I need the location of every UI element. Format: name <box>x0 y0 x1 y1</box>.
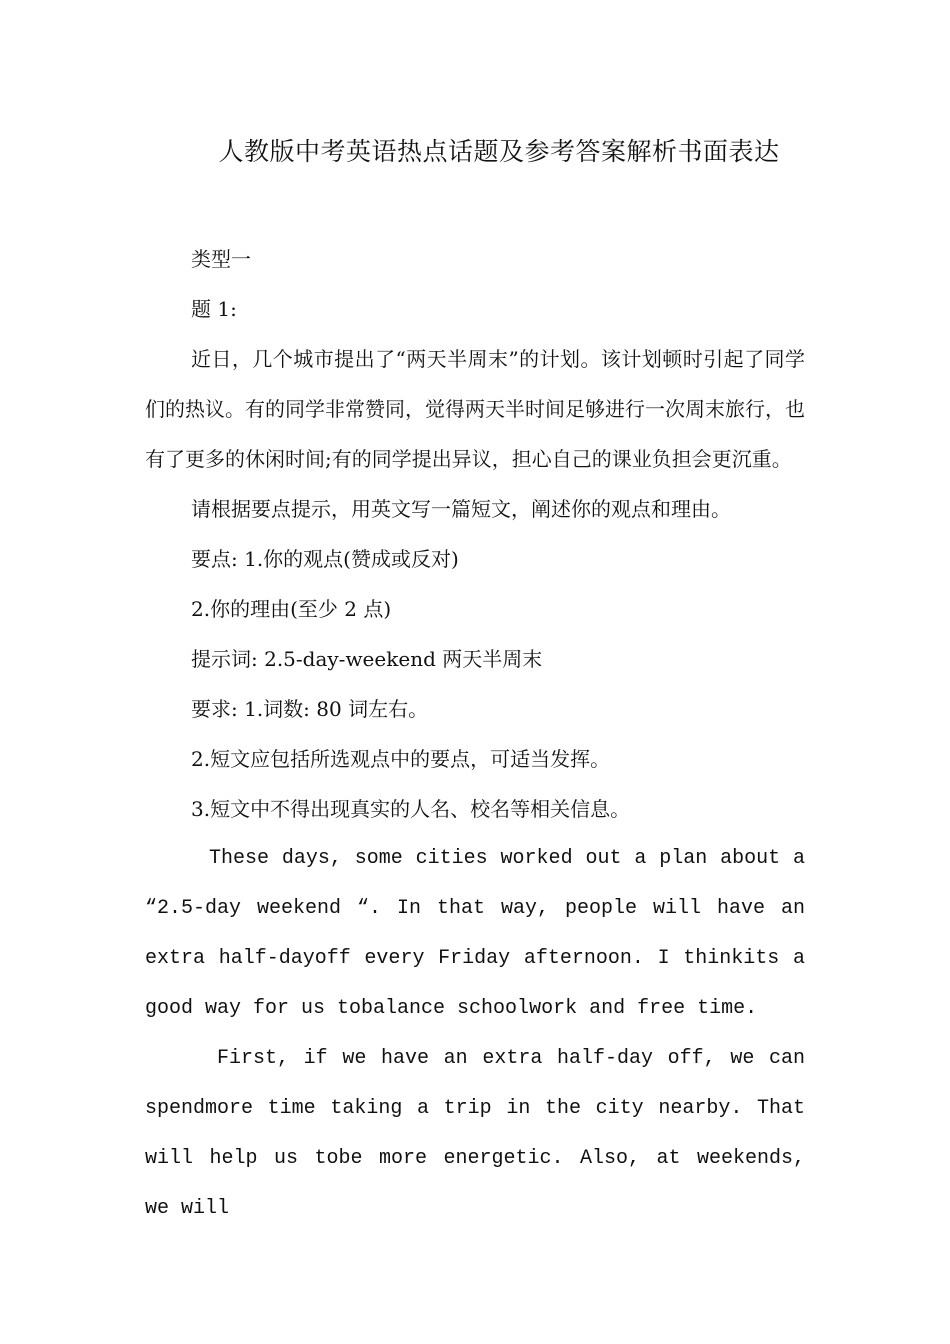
requirement-item-3: 3.短文中不得出现真实的人名、校名等相关信息。 <box>191 797 631 821</box>
document-title: 人教版中考英语热点话题及参考答案解析书面表达 <box>218 137 780 166</box>
writing-instruction: 请根据要点提示，用英文写一篇短文，阐述你的观点和理由。 <box>191 497 731 521</box>
answer-paragraph-1: These days, some cities worked out a plan about a “2.5-day weekend “. In that way, people will have an extra half-dayoff every Friday afternoon. I thinkits a good way for us tobalance schoolwork and free time. <box>145 847 805 1020</box>
document-body <box>145 234 805 1234</box>
answer-paragraph-2: First, if we have an extra half-day off, we can spendmore time taking a trip in the city nearby. That will help us tobe more energetic. Also, at weekends, we will <box>145 1047 805 1220</box>
points-item-1: 要点: 1.你的观点(赞成或反对) <box>191 547 459 571</box>
type-heading: 类型一 <box>191 247 251 271</box>
hint-words: 提示词: 2.5-day-weekend 两天半周末 <box>191 647 543 671</box>
question-label: 题 1: <box>191 297 237 321</box>
points-item-2: 2.你的理由(至少 2 点) <box>191 597 392 621</box>
requirement-item-1: 要求: 1.词数: 80 词左右。 <box>191 697 429 721</box>
requirement-item-2: 2.短文应包括所选观点中的要点，可适当发挥。 <box>191 747 611 771</box>
question-text: 近日，几个城市提出了“两天半周末”的计划。该计划顿时引起了同学们的热议。有的同学非常赞同，觉得两天半时间足够进行一次周末旅行，也有了更多的休闲时间;有的同学提出异议，担心自己的课业负担会更沉重。 <box>145 347 805 471</box>
